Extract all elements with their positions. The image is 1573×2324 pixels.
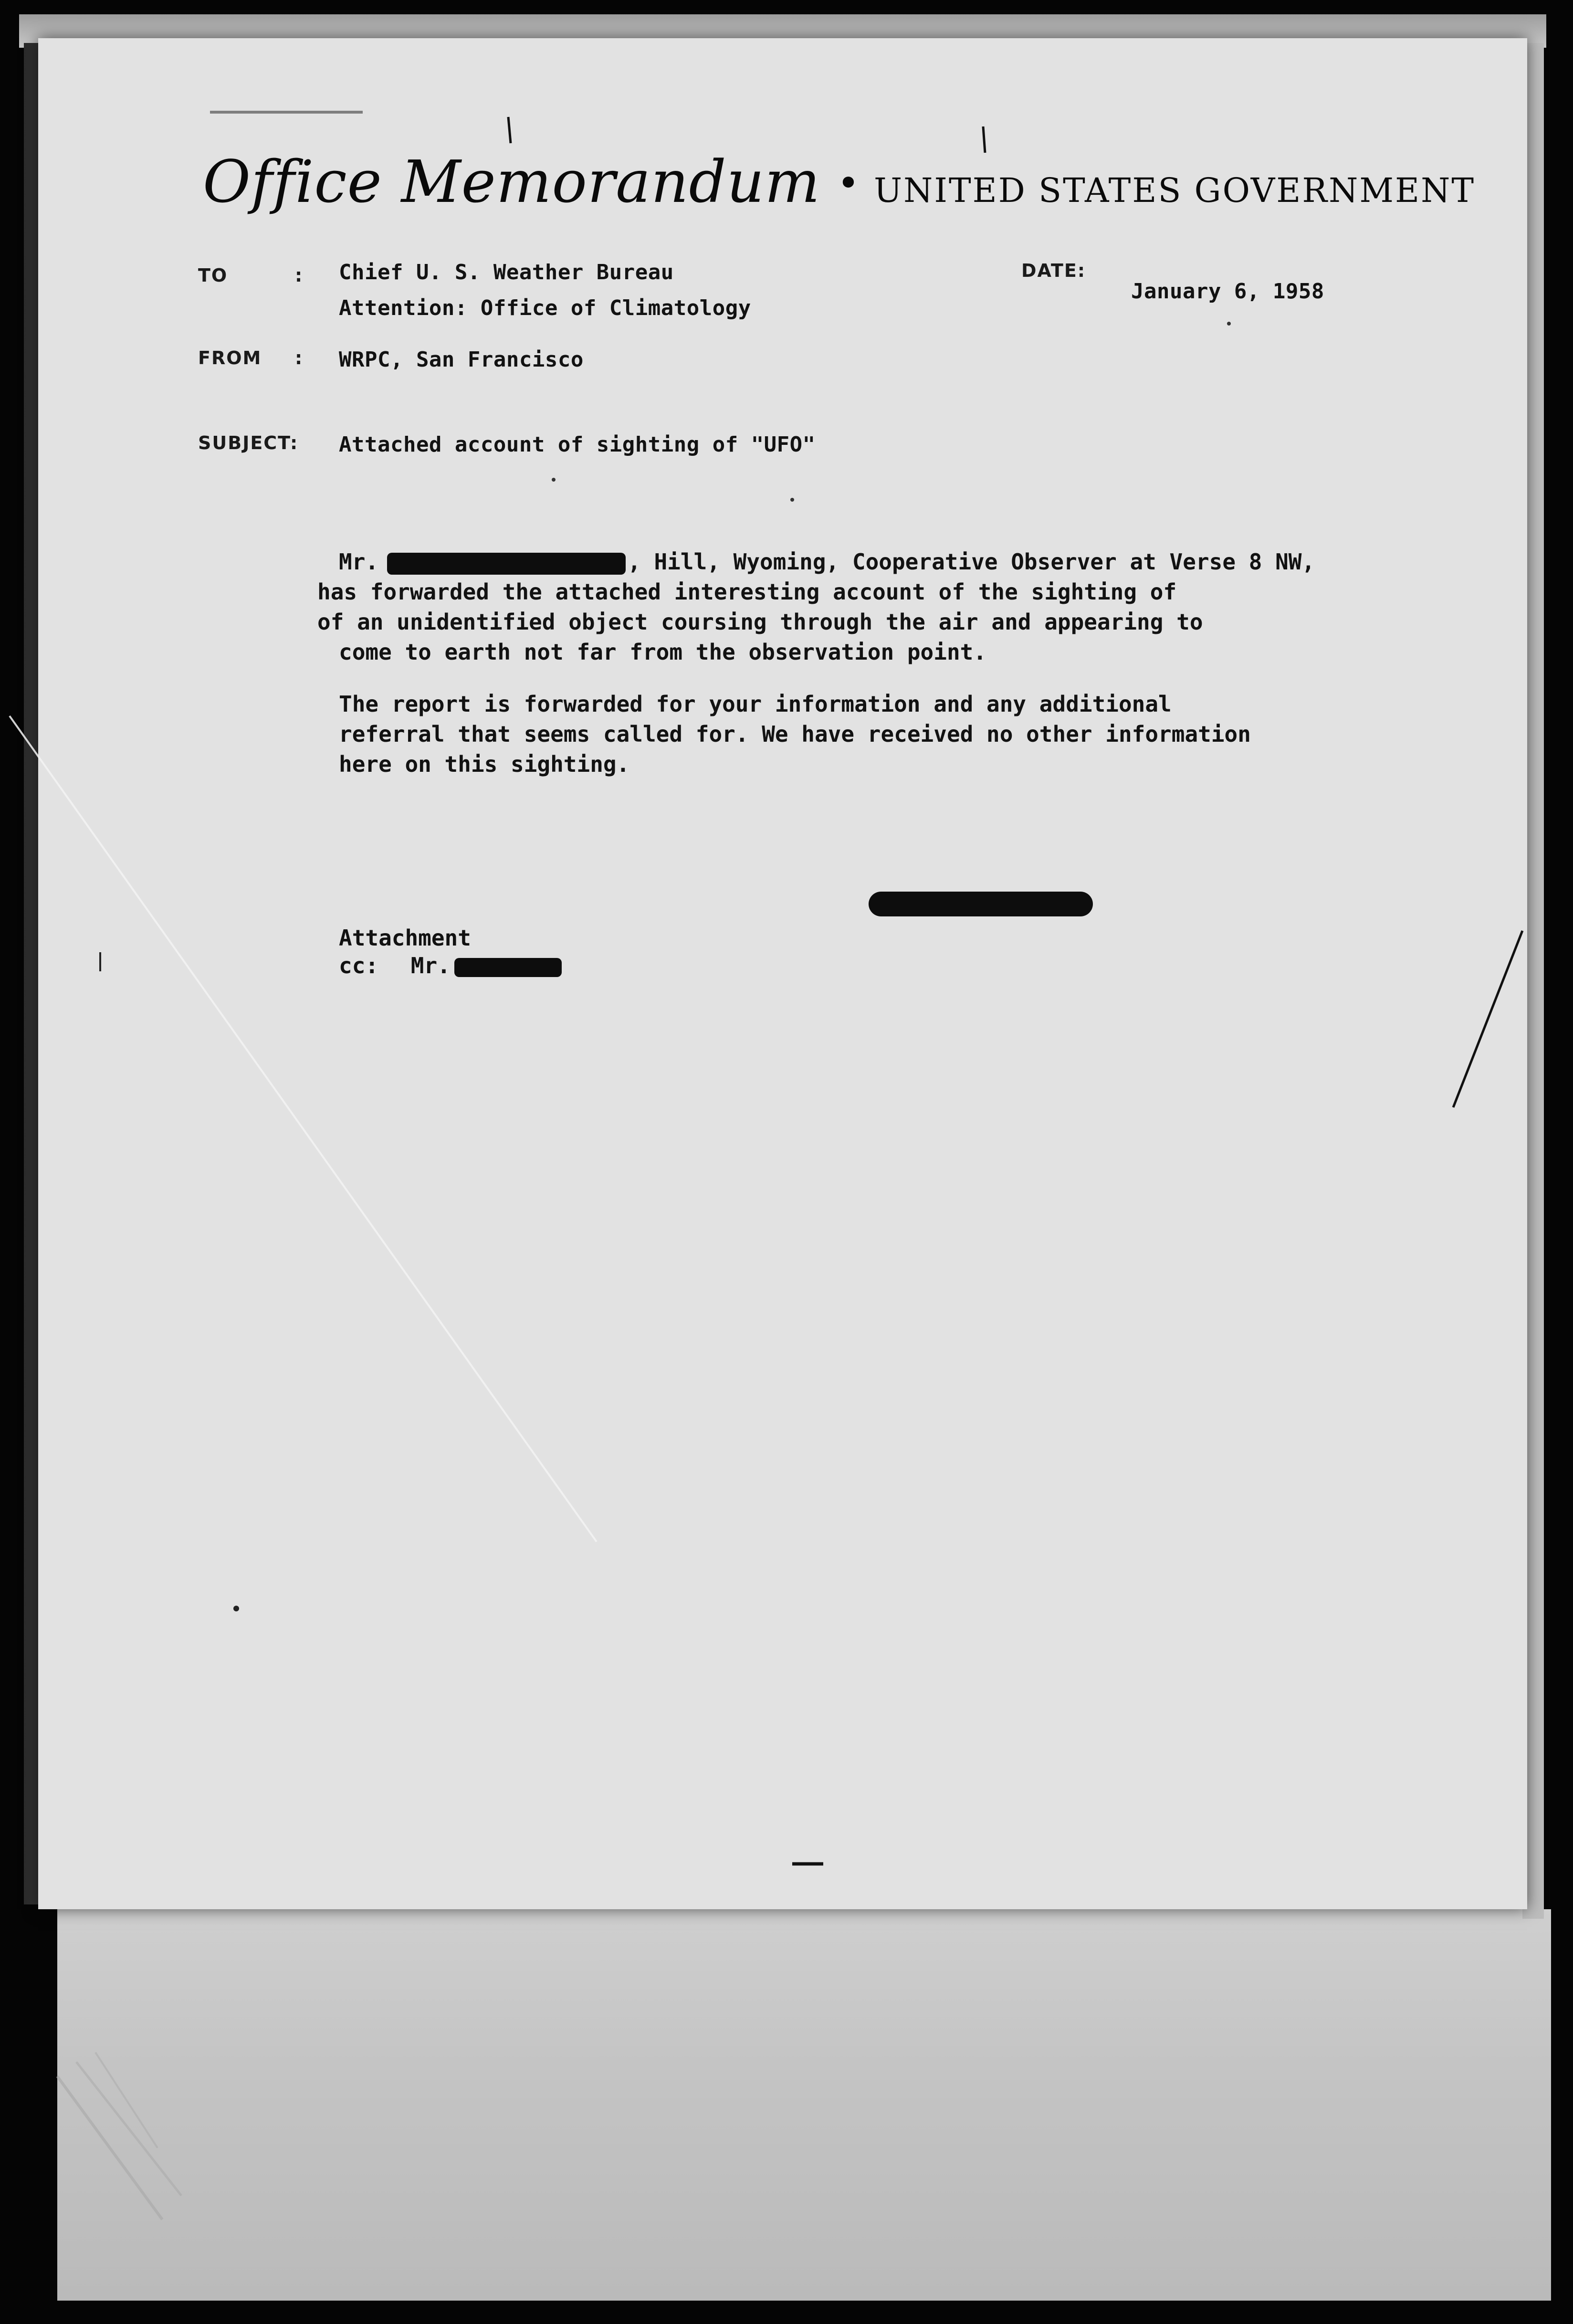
body-line: has forwarded the attached interesting account of the sighting of <box>317 579 1177 605</box>
body-line: of an unidentified object coursing through the air and appearing to <box>317 609 1203 635</box>
date-value: January 6, 1958 <box>1131 279 1324 304</box>
memo-title: Office Memorandum <box>203 148 820 216</box>
body-line: The report is forwarded for your information and any additional <box>339 691 1172 717</box>
subject-value: Attached account of sighting of "UFO" <box>339 432 816 457</box>
body-text: Mr. <box>339 549 379 575</box>
header-separator: • <box>837 161 860 205</box>
date-label: DATE: <box>1021 260 1086 281</box>
attachment-line: Attachment <box>339 925 471 951</box>
from-value: WRPC, San Francisco <box>339 347 584 372</box>
body-text: , Hill, Wyoming, Cooperative Observer at Verse 8 NW, <box>628 549 1315 575</box>
from-label: FROM <box>198 347 262 368</box>
body-line: come to earth not far from the observation point. <box>339 639 987 665</box>
from-colon: : <box>295 347 303 368</box>
cc-label: cc: <box>339 953 379 978</box>
to-recipient: Chief U. S. Weather Bureau <box>339 260 674 284</box>
to-attention: Attention: Office of Climatology <box>339 296 751 320</box>
to-colon: : <box>295 265 303 286</box>
to-label: TO <box>198 265 228 286</box>
body-line: here on this sighting. <box>339 751 630 777</box>
subject-label: SUBJECT: <box>198 432 299 453</box>
government-title: UNITED STATES GOVERNMENT <box>874 171 1476 210</box>
body-line: referral that seems called for. We have received no other information <box>339 721 1251 747</box>
cc-name: Mr. <box>410 953 451 978</box>
